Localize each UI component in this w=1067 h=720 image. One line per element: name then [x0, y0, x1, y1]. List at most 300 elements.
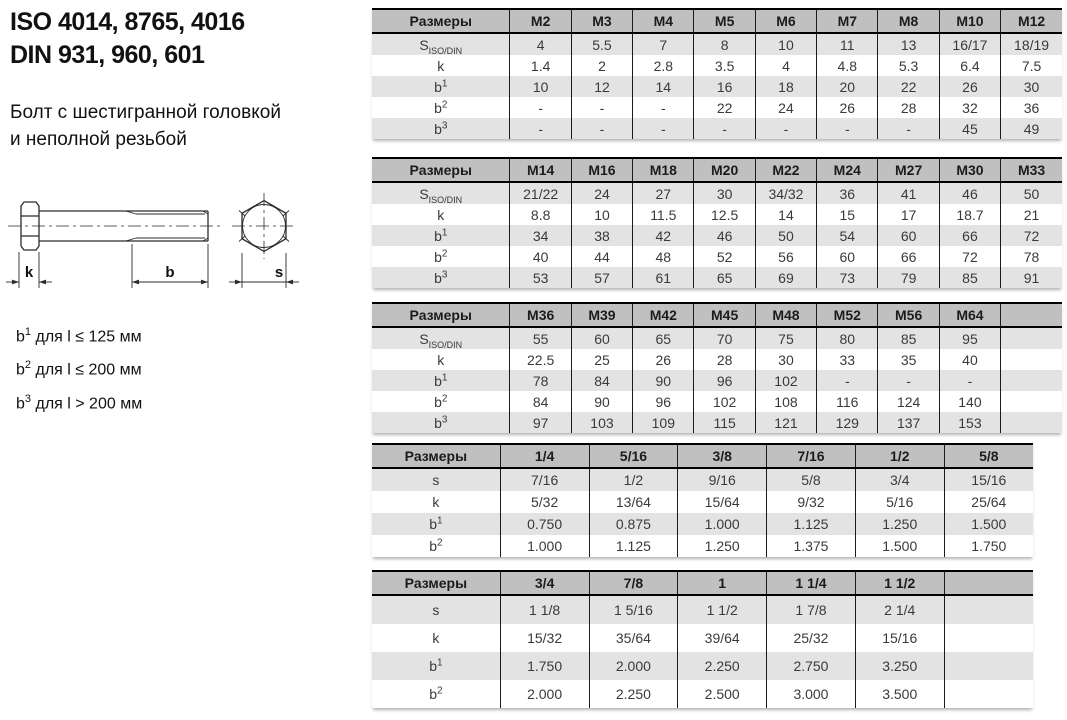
row-label-cell: k — [437, 351, 445, 368]
table-row — [372, 412, 1062, 433]
size-header-cell: 1 1/2 — [855, 571, 944, 595]
value-cell: 15/16 — [855, 624, 944, 652]
value-cell: 90 — [571, 391, 632, 412]
value-cell: 1.750 — [500, 652, 589, 680]
value-cell: 44 — [571, 246, 632, 267]
sizes-header-cell: Размеры — [372, 444, 500, 468]
row-label-cell: $S_{ISO/DIN}$ — [419, 36, 463, 55]
value-cell — [1001, 349, 1062, 370]
dimension-table-metric-medium — [372, 157, 1063, 288]
value-cell: 3.5 — [694, 55, 755, 76]
dimension-table-imperial-small — [372, 443, 1063, 557]
value-cell: 8 — [694, 33, 755, 55]
value-cell: 1.500 — [855, 535, 944, 557]
value-cell: 25/32 — [767, 624, 856, 652]
value-cell: 7.5 — [1001, 55, 1062, 76]
value-cell: 72 — [1001, 225, 1062, 246]
row-label-cell: $b^2$ — [434, 247, 448, 265]
value-cell: 35 — [878, 349, 939, 370]
size-header-cell: M16 — [571, 158, 632, 182]
size-header-cell: M7 — [817, 9, 878, 33]
table-row — [372, 182, 1062, 204]
value-cell: 38 — [571, 225, 632, 246]
value-cell: 0.875 — [589, 513, 678, 535]
value-cell: 28 — [878, 97, 939, 118]
value-cell: 80 — [817, 327, 878, 349]
row-label-cell: k — [437, 57, 445, 74]
value-cell: 36 — [817, 182, 878, 204]
value-cell: - — [817, 118, 878, 139]
page-title — [10, 6, 362, 72]
value-cell: 46 — [939, 182, 1000, 204]
row-label-cell: $b^2$ — [434, 98, 448, 116]
header-row — [372, 571, 1033, 595]
value-cell: 8.8 — [510, 204, 571, 225]
value-cell: 79 — [878, 267, 939, 288]
size-header-cell: M64 — [939, 303, 1000, 327]
value-cell: 34/32 — [755, 182, 816, 204]
row-label-cell: $b^2$ — [429, 685, 443, 702]
value-cell: 22 — [694, 97, 755, 118]
subtitle-line-1: Болт с шестигранной головкой — [10, 102, 281, 123]
value-cell: 75 — [755, 327, 816, 349]
size-header-cell: M30 — [939, 158, 1000, 182]
value-cell: - — [939, 370, 1000, 391]
value-cell: 108 — [755, 391, 816, 412]
value-cell: 2.000 — [589, 652, 678, 680]
value-cell: 18.7 — [939, 204, 1000, 225]
size-header-cell: M4 — [633, 9, 694, 33]
value-cell: 10 — [510, 76, 571, 97]
value-cell: 115 — [694, 412, 755, 433]
value-cell: 16 — [694, 76, 755, 97]
size-header-cell: 3/8 — [678, 444, 767, 468]
value-cell: 78 — [510, 370, 571, 391]
size-header-cell: M5 — [694, 9, 755, 33]
row-label-cell: $b^1$ — [434, 226, 448, 244]
value-cell: 65 — [694, 267, 755, 288]
table-row — [372, 225, 1062, 246]
size-header-cell: 7/16 — [767, 444, 856, 468]
value-cell: 24 — [755, 97, 816, 118]
size-header-cell: M39 — [571, 303, 632, 327]
value-cell — [944, 652, 1033, 680]
table-row — [372, 468, 1033, 491]
value-cell: 66 — [878, 246, 939, 267]
value-cell: - — [694, 118, 755, 139]
value-cell: 26 — [817, 97, 878, 118]
value-cell — [944, 680, 1033, 708]
value-cell: 7/16 — [500, 468, 589, 491]
size-header-cell: M22 — [755, 158, 816, 182]
size-header-cell: M24 — [817, 158, 878, 182]
value-cell: 13/64 — [589, 491, 678, 513]
value-cell: 17 — [878, 204, 939, 225]
value-cell: 1.375 — [767, 535, 856, 557]
table-row — [372, 370, 1062, 391]
value-cell: 41 — [878, 182, 939, 204]
row-label-cell: $b^3$ — [434, 268, 448, 286]
value-cell: - — [510, 118, 571, 139]
table-row — [372, 513, 1033, 535]
value-cell: 5/32 — [500, 491, 589, 513]
dimension-table-metric-large — [372, 302, 1063, 433]
value-cell: 21 — [1001, 204, 1062, 225]
value-cell — [944, 595, 1033, 624]
value-cell: 96 — [633, 391, 694, 412]
size-header-cell: M45 — [694, 303, 755, 327]
size-header-cell: M36 — [510, 303, 571, 327]
header-row — [372, 9, 1062, 33]
value-cell: 56 — [755, 246, 816, 267]
value-cell: 70 — [694, 327, 755, 349]
value-cell: 54 — [817, 225, 878, 246]
value-cell: - — [571, 97, 632, 118]
value-cell: 40 — [510, 246, 571, 267]
row-label-cell: s — [432, 472, 440, 488]
table-row — [372, 76, 1062, 97]
value-cell: 1.125 — [767, 513, 856, 535]
header-row — [372, 444, 1033, 468]
size-header-cell: 3/4 — [500, 571, 589, 595]
size-header-cell: M33 — [1001, 158, 1062, 182]
value-cell: 2.500 — [678, 680, 767, 708]
value-cell: 4.8 — [817, 55, 878, 76]
dimension-label-s: s — [274, 264, 284, 281]
value-cell: 3/4 — [855, 468, 944, 491]
table-row — [372, 204, 1062, 225]
value-cell: 12 — [571, 76, 632, 97]
value-cell: 73 — [817, 267, 878, 288]
value-cell: 26 — [633, 349, 694, 370]
value-cell: 2 — [571, 55, 632, 76]
table-row — [372, 246, 1062, 267]
value-cell: 84 — [510, 391, 571, 412]
header-row — [372, 158, 1062, 182]
bolt-side-view — [8, 202, 222, 250]
value-cell: 102 — [755, 370, 816, 391]
value-cell: 36 — [1001, 97, 1062, 118]
table-row — [372, 595, 1033, 624]
value-cell: 5.5 — [571, 33, 632, 55]
table-row — [372, 97, 1062, 118]
value-cell: 10 — [571, 204, 632, 225]
value-cell: 1.250 — [855, 513, 944, 535]
value-cell: 21/22 — [510, 182, 571, 204]
row-label-cell: $b^1$ — [434, 371, 448, 389]
value-cell: 96 — [694, 370, 755, 391]
value-cell — [1001, 391, 1062, 412]
size-header-cell — [944, 571, 1033, 595]
row-label-cell: $b^1$ — [434, 77, 448, 95]
value-cell: 1 1/8 — [500, 595, 589, 624]
value-cell: 35/64 — [589, 624, 678, 652]
size-header-cell: M48 — [755, 303, 816, 327]
value-cell: 116 — [817, 391, 878, 412]
bolt-end-view — [232, 193, 296, 259]
size-header-cell: 5/16 — [589, 444, 678, 468]
dimension-b — [132, 244, 208, 288]
size-header-cell: M20 — [694, 158, 755, 182]
size-header-cell: 1 1/4 — [767, 571, 856, 595]
size-header-cell: 7/8 — [589, 571, 678, 595]
table-row — [372, 535, 1033, 557]
table-row — [372, 33, 1062, 55]
size-header-cell: 1/2 — [855, 444, 944, 468]
row-label-cell: $S_{ISO/DIN}$ — [419, 185, 463, 204]
sizes-header-cell: Размеры — [372, 303, 510, 327]
value-cell: 1.000 — [678, 513, 767, 535]
dimension-table — [372, 570, 1033, 708]
title-iso-line: ISO 4014, 8765, 4016 — [10, 8, 245, 36]
value-cell: 90 — [633, 370, 694, 391]
footnote-line: $b^2$ для l ≤ 200 мм — [16, 359, 142, 379]
size-header-cell: M10 — [939, 9, 1000, 33]
row-label-cell: $b^2$ — [434, 392, 448, 410]
value-cell: 137 — [878, 412, 939, 433]
value-cell — [1001, 370, 1062, 391]
value-cell: 60 — [878, 225, 939, 246]
value-cell: 2.000 — [500, 680, 589, 708]
table-row — [372, 349, 1062, 370]
row-label-cell: $b^1$ — [429, 657, 443, 674]
value-cell: 18 — [755, 76, 816, 97]
value-cell: 55 — [510, 327, 571, 349]
value-cell: - — [755, 118, 816, 139]
value-cell: 69 — [755, 267, 816, 288]
row-label-cell: $b^2$ — [429, 537, 443, 554]
value-cell: 25 — [571, 349, 632, 370]
table-row — [372, 391, 1062, 412]
value-cell: 14 — [755, 204, 816, 225]
value-cell: 2.8 — [633, 55, 694, 76]
value-cell: 78 — [1001, 246, 1062, 267]
dimension-label-k: k — [24, 264, 34, 281]
value-cell: 1 7/8 — [767, 595, 856, 624]
value-cell: 50 — [1001, 182, 1062, 204]
footnote-line: $b^3$ для l > 200 мм — [16, 392, 143, 412]
value-cell: 84 — [571, 370, 632, 391]
value-cell: 129 — [817, 412, 878, 433]
value-cell: 25/64 — [944, 491, 1033, 513]
value-cell: 3.500 — [855, 680, 944, 708]
value-cell: 61 — [633, 267, 694, 288]
value-cell: 4 — [510, 33, 571, 55]
value-cell: 102 — [694, 391, 755, 412]
value-cell: 1.500 — [944, 513, 1033, 535]
sizes-header-cell: Размеры — [372, 9, 510, 33]
size-header-cell: M12 — [1001, 9, 1062, 33]
value-cell: 2 1/4 — [855, 595, 944, 624]
dimension-table — [372, 157, 1062, 288]
value-cell: 7 — [633, 33, 694, 55]
value-cell: 15/32 — [500, 624, 589, 652]
value-cell: 10 — [755, 33, 816, 55]
value-cell: 18/19 — [1001, 33, 1062, 55]
value-cell: 1.000 — [500, 535, 589, 557]
value-cell: 15 — [817, 204, 878, 225]
row-label-cell: k — [432, 494, 440, 510]
value-cell: 0.750 — [500, 513, 589, 535]
row-label-cell: $b^3$ — [434, 119, 448, 137]
value-cell: 22 — [878, 76, 939, 97]
value-cell: 60 — [571, 327, 632, 349]
size-header-cell: M3 — [571, 9, 632, 33]
value-cell: 15/64 — [678, 491, 767, 513]
left-panel — [10, 6, 362, 153]
size-header-cell: M27 — [878, 158, 939, 182]
value-cell: 109 — [633, 412, 694, 433]
value-cell: 12.5 — [694, 204, 755, 225]
value-cell: 11.5 — [633, 204, 694, 225]
value-cell: 50 — [755, 225, 816, 246]
sizes-header-cell: Размеры — [372, 158, 510, 182]
value-cell: 121 — [755, 412, 816, 433]
size-header-cell: M42 — [633, 303, 694, 327]
table-row — [372, 652, 1033, 680]
value-cell: 53 — [510, 267, 571, 288]
value-cell: - — [571, 118, 632, 139]
value-cell: 95 — [939, 327, 1000, 349]
value-cell: 1.4 — [510, 55, 571, 76]
value-cell: 16/17 — [939, 33, 1000, 55]
bolt-technical-drawing — [0, 180, 340, 312]
value-cell: 72 — [939, 246, 1000, 267]
row-label-cell: k — [437, 206, 445, 223]
value-cell: 6.4 — [939, 55, 1000, 76]
size-header-cell: M52 — [817, 303, 878, 327]
value-cell: 124 — [878, 391, 939, 412]
subtitle — [10, 99, 362, 153]
footnote-line: $b^1$ для l ≤ 125 мм — [16, 326, 142, 346]
value-cell: 5/8 — [767, 468, 856, 491]
table-row — [372, 491, 1033, 513]
value-cell: - — [510, 97, 571, 118]
row-label-cell: $b^1$ — [429, 515, 443, 532]
value-cell: 66 — [939, 225, 1000, 246]
value-cell: 46 — [694, 225, 755, 246]
dimension-table-imperial-large — [372, 570, 1063, 708]
value-cell: 3.250 — [855, 652, 944, 680]
dimension-table — [372, 443, 1033, 557]
value-cell: 24 — [571, 182, 632, 204]
value-cell: 34 — [510, 225, 571, 246]
size-header-cell: 5/8 — [944, 444, 1033, 468]
table-row — [372, 118, 1062, 139]
value-cell: 49 — [1001, 118, 1062, 139]
value-cell — [1001, 412, 1062, 433]
tables-column — [372, 8, 1063, 708]
dimension-label-b: b — [165, 264, 175, 281]
value-cell: 65 — [633, 327, 694, 349]
value-cell: 57 — [571, 267, 632, 288]
value-cell: 22.5 — [510, 349, 571, 370]
value-cell: 5.3 — [878, 55, 939, 76]
value-cell: 91 — [1001, 267, 1062, 288]
value-cell: 13 — [878, 33, 939, 55]
table-row — [372, 680, 1033, 708]
value-cell: 140 — [939, 391, 1000, 412]
size-header-cell: M8 — [878, 9, 939, 33]
value-cell: 33 — [817, 349, 878, 370]
size-header-cell: 1 — [678, 571, 767, 595]
dimension-k — [6, 252, 52, 288]
value-cell: 97 — [510, 412, 571, 433]
value-cell: 30 — [755, 349, 816, 370]
sizes-header-cell: Размеры — [372, 571, 500, 595]
value-cell: 39/64 — [678, 624, 767, 652]
value-cell: - — [633, 118, 694, 139]
value-cell: 85 — [939, 267, 1000, 288]
size-header-cell — [1001, 303, 1062, 327]
row-label-cell: $b^3$ — [434, 413, 448, 431]
size-header-cell: M14 — [510, 158, 571, 182]
size-header-cell: M2 — [510, 9, 571, 33]
value-cell: 30 — [1001, 76, 1062, 97]
row-label-cell: s — [432, 602, 440, 618]
title-din-line: DIN 931, 960, 601 — [10, 41, 205, 69]
value-cell: 27 — [633, 182, 694, 204]
dimension-table — [372, 8, 1062, 139]
row-label-cell: k — [432, 630, 440, 646]
dimension-table — [372, 302, 1062, 433]
size-header-cell: 1/4 — [500, 444, 589, 468]
value-cell: 1 5/16 — [589, 595, 678, 624]
value-cell: 48 — [633, 246, 694, 267]
value-cell: 1/2 — [589, 468, 678, 491]
size-header-cell: M56 — [878, 303, 939, 327]
value-cell: 153 — [939, 412, 1000, 433]
value-cell: 4 — [755, 55, 816, 76]
value-cell: 3.000 — [767, 680, 856, 708]
value-cell: 9/16 — [678, 468, 767, 491]
value-cell: 26 — [939, 76, 1000, 97]
value-cell: 9/32 — [767, 491, 856, 513]
value-cell: 20 — [817, 76, 878, 97]
value-cell: - — [878, 118, 939, 139]
value-cell: 1.250 — [678, 535, 767, 557]
value-cell: - — [878, 370, 939, 391]
row-label-cell: $S_{ISO/DIN}$ — [419, 330, 463, 349]
value-cell: 1 1/2 — [678, 595, 767, 624]
value-cell: 52 — [694, 246, 755, 267]
value-cell: 60 — [817, 246, 878, 267]
value-cell: 28 — [694, 349, 755, 370]
value-cell: 85 — [878, 327, 939, 349]
value-cell: 2.250 — [678, 652, 767, 680]
value-cell: 1.750 — [944, 535, 1033, 557]
header-row — [372, 303, 1062, 327]
value-cell: 2.750 — [767, 652, 856, 680]
value-cell — [1001, 327, 1062, 349]
value-cell: 32 — [939, 97, 1000, 118]
table-row — [372, 624, 1033, 652]
value-cell — [944, 624, 1033, 652]
size-header-cell: M6 — [755, 9, 816, 33]
size-header-cell: M18 — [633, 158, 694, 182]
footnotes — [16, 318, 142, 418]
value-cell: 42 — [633, 225, 694, 246]
table-row — [372, 267, 1062, 288]
value-cell: - — [633, 97, 694, 118]
subtitle-line-2: и неполной резьбой — [10, 129, 187, 150]
value-cell: 103 — [571, 412, 632, 433]
value-cell: 40 — [939, 349, 1000, 370]
value-cell: 30 — [694, 182, 755, 204]
value-cell: 14 — [633, 76, 694, 97]
table-row — [372, 327, 1062, 349]
dimension-table-metric-small — [372, 8, 1063, 139]
